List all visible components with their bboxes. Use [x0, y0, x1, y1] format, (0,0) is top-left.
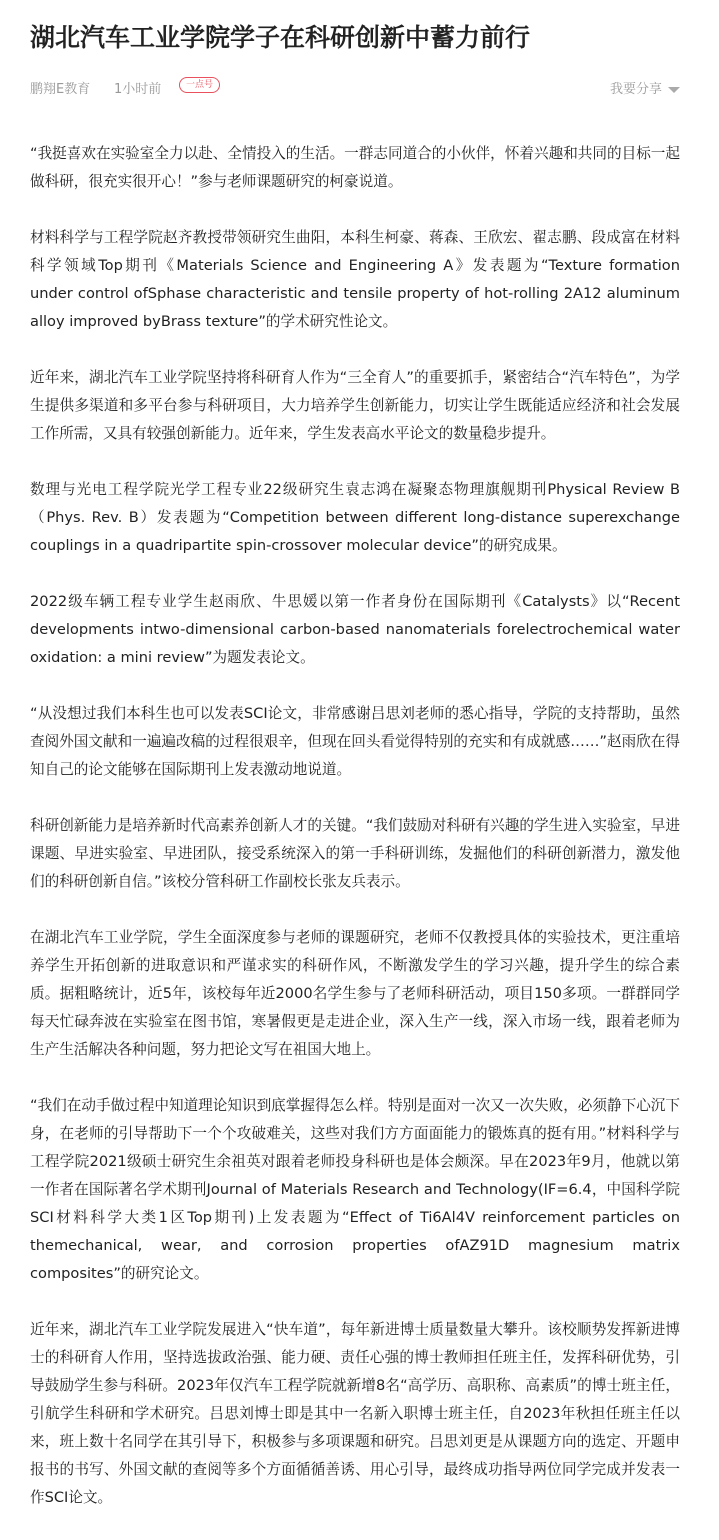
paragraph: 2022级车辆工程专业学生赵雨欣、牛思媛以第一作者身份在国际期刊《Catalysts》以“Recent developments intwo-dimensional carbon-based nanomaterials forelectrochemical water oxidation: a mini review”为题发表论文。 [30, 593, 680, 666]
paragraph: “从没想过我们本科生也可以发表SCI论文，非常感谢吕思刘老师的悉心指导，学院的支持帮助，虽然查阅外国文献和一遍遍改稿的过程很艰辛，但现在回头看觉得特别的充实和有成就感……”赵雨欣在得知自己的论文能够在国际期刊上发表激动地说道。 [30, 705, 680, 778]
paragraph: “我们在动手做过程中知道理论知识到底掌握得怎么样。特别是面对一次又一次失败，必须静下心沉下身，在老师的引导帮助下一个个攻破难关，这些对我们方方面面能力的锻炼真的挺有用。”材料科学与工程学院2021级硕士研究生余祖英对跟着老师投身科研也是体会颇深。早在2023年9月，他就以第一作者在国际著名学术期刊Journal of Materials Research and Technology(IF=6.4，中国科学院SCI材料科学大类1区Top期刊)上发表题为“Effect of Ti6Al4V reinforcement particles on themechanical, wear, and corrosion properties ofAZ91D magnesium matrix composites”的研究论文。 [30, 1097, 680, 1282]
paragraph: “我挺喜欢在实验室全力以赴、全情投入的生活。一群志同道合的小伙伴，怀着兴趣和共同的目标一起做科研，很充实很开心！”参与老师课题研究的柯豪说道。 [30, 145, 680, 190]
source-badge: 一点号 [179, 77, 220, 93]
publish-time: 1小时前 [114, 82, 162, 97]
article-meta [30, 76, 690, 98]
paragraph: 材料科学与工程学院赵齐教授带领研究生曲阳，本科生柯豪、蒋森、王欣宏、翟志鹏、段成富在材料科学领域Top期刊《Materials Science and Engineering A》发表题为“Texture formation under control ofSphase characteristic and tensile property of hot-rolling 2A12 aluminum alloy improved byBrass texture”的学术研究性论文。 [30, 229, 680, 330]
chevron-down-icon [668, 87, 680, 93]
share-button[interactable] [610, 78, 680, 97]
article-body [30, 140, 680, 1540]
paragraph: 科研创新能力是培养新时代高素养创新人才的关键。“我们鼓励对科研有兴趣的学生进入实验室，早进课题、早进实验室、早进团队，接受系统深入的第一手科研训练，发掘他们的科研创新潜力，激发他们的科研创新自信。”该校分管科研工作副校长张友兵表示。 [30, 817, 680, 890]
author-link[interactable]: 鹏翔E教育 [30, 82, 91, 97]
paragraph: 近年来，湖北汽车工业学院坚持将科研育人作为“三全育人”的重要抓手，紧密结合“汽车特色”，为学生提供多渠道和多平台参与科研项目，大力培养学生创新能力，切实让学生既能适应经济和社会发展工作所需，又具有较强创新能力。近年来，学生发表高水平论文的数量稳步提升。 [30, 369, 680, 442]
paragraph: 数理与光电工程学院光学工程专业22级研究生袁志鸿在凝聚态物理旗舰期刊Physical Review B（Phys. Rev. B）发表题为“Competition between different long-distance superexchange couplings in a quadripartite spin-crossover molecular device”的研究成果。 [30, 481, 680, 554]
share-label: 我要分享 [609, 82, 662, 97]
paragraph: 在湖北汽车工业学院，学生全面深度参与老师的课题研究，老师不仅教授具体的实验技术，更注重培养学生开拓创新的进取意识和严谨求实的科研作风，不断激发学生的学习兴趣，提升学生的综合素质。据粗略统计，近5年，该校每年近2000名学生参与了老师科研活动，项目150多项。一群群同学每天忙碌奔波在实验室在图书馆，寒暑假更是走进企业，深入生产一线，深入市场一线，跟着老师为生产生活解决各种问题，努力把论文写在祖国大地上。 [30, 929, 680, 1058]
paragraph: 近年来，湖北汽车工业学院发展进入“快车道”，每年新进博士质量数量大攀升。该校顺势发挥新进博士的科研育人作用，坚持选拔政治强、能力硬、责任心强的博士教师担任班主任，发挥科研优势，引导鼓励学生参与科研。2023年仅汽车工程学院就新增8名“高学历、高职称、高素质”的博士班主任，引航学生科研和学术研究。吕思刘博士即是其中一名新入职博士班主任，自2023年秋担任班主任以来，班上数十名同学在其引导下，积极参与多项课题和研究。吕思刘更是从课题方向的选定、开题申报书的书写、外国文献的查阅等多个方面循循善诱、用心引导，最终成功指导两位同学完成并发表一作SCI论文。 [30, 1321, 680, 1506]
article-title: 湖北汽车工业学院学子在科研创新中蓄力前行 [30, 23, 531, 52]
